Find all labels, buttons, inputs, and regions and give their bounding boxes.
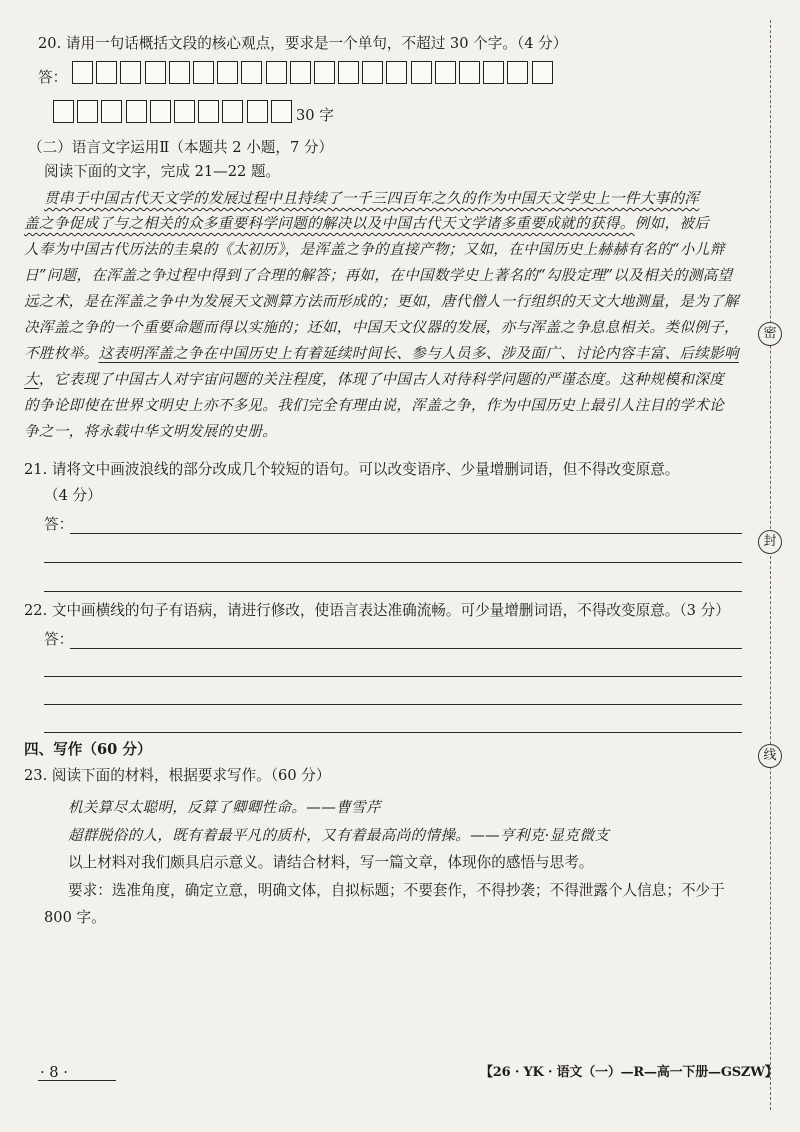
passage-line-5: 远之术，是在浑盖之争中为发展天文测算方法而形成的；更如，唐代僧人一行组织的天文大地测量，是为了解 xyxy=(24,293,739,310)
q23-instruction: 以上材料对我们颇具启示意义。请结合材料，写一篇文章，体现你的感悟与思考。 xyxy=(68,854,594,871)
grid-cell[interactable] xyxy=(435,61,456,84)
passage-line-10: 争之一，将永载中华文明发展的史册。 xyxy=(24,423,278,440)
q22-answer-line-3[interactable] xyxy=(44,704,742,705)
grid-cell[interactable] xyxy=(266,61,287,84)
passage-line-1 xyxy=(44,189,699,209)
page-number: · 8 · xyxy=(40,1064,68,1081)
section-2-instruction: 阅读下面的文字，完成 21—22 题。 xyxy=(44,163,281,180)
q21-answer-line-1[interactable] xyxy=(70,533,742,534)
grid-cell[interactable] xyxy=(174,100,195,123)
grid-cell[interactable] xyxy=(120,61,141,84)
grid-cell[interactable] xyxy=(247,100,268,123)
seal-mark-mi: 密 xyxy=(758,322,782,346)
q20-answer-label: 答： xyxy=(38,69,68,86)
passage-line-7: 不胜枚举。这表明浑盖之争在中国历史上有着延续时间长、参与人员多、涉及面广、讨论内容丰富、后续影响 xyxy=(24,345,739,362)
q22-answer-line-4[interactable] xyxy=(44,732,742,733)
q21-answer-line-2[interactable] xyxy=(44,562,742,563)
exam-code: 【26 · YK · 语文（一）—R—高一下册—GSZW】 xyxy=(480,1065,778,1080)
grid-cell[interactable] xyxy=(290,61,311,84)
section-2-heading: （二）语言文字运用Ⅱ（本题共 2 小题，7 分） xyxy=(28,139,334,156)
q23-quote-2: 超群脱俗的人，既有着最平凡的质朴，又有着最高尚的情操。——亨利克·显克微支 xyxy=(68,827,610,844)
q21-score: （4 分） xyxy=(44,487,102,504)
q21-prompt: 21. 请将文中画波浪线的部分改成几个较短的语句。可以改变语序、少量增删词语，但不得改变原意。 xyxy=(24,461,680,478)
q23-requirements-cont: 800 字。 xyxy=(44,909,106,926)
grid-cell[interactable] xyxy=(217,61,238,84)
q20-word-count: 30 字 xyxy=(296,107,334,124)
grid-cell[interactable] xyxy=(77,100,98,123)
section-4-heading: 四、写作（60 分） xyxy=(24,741,152,758)
grid-cell[interactable] xyxy=(96,61,117,84)
seal-mark-xian: 线 xyxy=(758,744,782,768)
grid-cell[interactable] xyxy=(72,61,93,84)
q21-answer-line-3[interactable] xyxy=(44,591,742,592)
passage-line-3: 人奉为中国古代历法的圭臬的《太初历》，是浑盖之争的直接产物；又如，在中国历史上赫赫有名的“小儿辩 xyxy=(24,241,725,258)
wavy-segment: 盖之争促成了与之相关的众多重要科学问题的解决以及中国古代天文学诸多重要成就的获得。 xyxy=(24,215,635,232)
grid-cell[interactable] xyxy=(314,61,335,84)
q23-prompt: 23. 阅读下面的材料，根据要求写作。（60 分） xyxy=(24,767,331,784)
grid-cell[interactable] xyxy=(362,61,383,84)
passage-line-4: 日”问题，在浑盖之争过程中得到了合理的解答；再如，在中国数学史上著名的“勾股定理”以及相关的测高望 xyxy=(24,267,733,284)
grid-cell[interactable] xyxy=(483,61,504,84)
passage-line-2: 盖之争促成了与之相关的众多重要科学问题的解决以及中国古代天文学诸多重要成就的获得。例如，被后 xyxy=(24,215,710,232)
grid-cell[interactable] xyxy=(532,61,553,84)
q22-answer-label: 答： xyxy=(44,631,74,648)
grid-cell[interactable] xyxy=(386,61,407,84)
grid-cell[interactable] xyxy=(507,61,528,84)
q22-answer-line-1[interactable] xyxy=(70,648,742,649)
q22-prompt: 22. 文中画横线的句子有语病，请进行修改，使语言表达准确流畅。可少量增删词语，不得改变原意。（3 分） xyxy=(24,602,730,619)
passage-line-9: 的争论即使在世界文明史上亦不多见。我们完全有理由说，浑盖之争，作为中国历史上最引人注目的学术论 xyxy=(24,397,725,414)
seal-mark-feng: 封 xyxy=(758,530,782,554)
q20-grid-row-1[interactable] xyxy=(72,61,556,84)
grid-cell[interactable] xyxy=(145,61,166,84)
q21-answer-label: 答： xyxy=(44,516,74,533)
grid-cell[interactable] xyxy=(53,100,74,123)
grid-cell[interactable] xyxy=(459,61,480,84)
grid-cell[interactable] xyxy=(241,61,262,84)
grid-cell[interactable] xyxy=(169,61,190,84)
passage-line-8: 大，它表现了中国古人对宇宙问题的关注程度，体现了中国古人对待科学问题的严谨态度。这种规模和深度 xyxy=(24,371,725,388)
grid-cell[interactable] xyxy=(222,100,243,123)
q23-requirements: 要求：选准角度，确定立意，明确文体，自拟标题；不要套作，不得抄袭；不得泄露个人信息；不少于 xyxy=(68,882,725,899)
grid-cell[interactable] xyxy=(411,61,432,84)
grid-cell[interactable] xyxy=(338,61,359,84)
grid-cell[interactable] xyxy=(126,100,147,123)
q20-prompt: 20. 请用一句话概括文段的核心观点，要求是一个单句，不超过 30 个字。（4 分） xyxy=(38,35,568,52)
grid-cell[interactable] xyxy=(271,100,292,123)
underlined-segment: 这表明浑盖之争在中国历史上有着延续时间长、参与人员多、涉及面广、讨论内容丰富、后续影响 xyxy=(98,345,739,362)
wavy-segment: 贯串于中国古代天文学的发展过程中且持续了一千三四百年之久的作为中国天文学史上一件大事的浑 xyxy=(44,190,700,207)
underlined-segment: 大 xyxy=(24,371,39,388)
grid-cell[interactable] xyxy=(193,61,214,84)
grid-cell[interactable] xyxy=(101,100,122,123)
footer-rule xyxy=(38,1080,116,1081)
q23-quote-1: 机关算尽太聪明，反算了卿卿性命。——曹雪芹 xyxy=(68,799,381,816)
q22-answer-line-2[interactable] xyxy=(44,676,742,677)
grid-cell[interactable] xyxy=(150,100,171,123)
binding-dashed-line xyxy=(770,20,771,1110)
q20-grid-row-2[interactable] xyxy=(53,100,295,123)
grid-cell[interactable] xyxy=(198,100,219,123)
passage-line-6: 决浑盖之争的一个重要命题而得以实施的；还如，中国天文仪器的发展，亦与浑盖之争息息相关。类似例子， xyxy=(24,319,739,336)
